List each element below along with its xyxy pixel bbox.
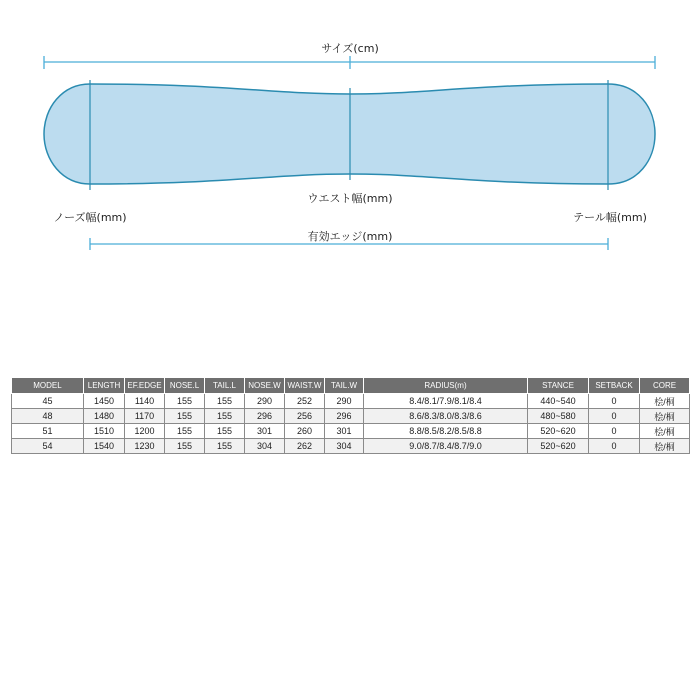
cell-nose-width: 290 [245, 394, 285, 409]
size-dimension-line [44, 56, 655, 69]
cell-waist-width: 252 [285, 394, 325, 409]
spec-table [11, 377, 690, 454]
cell-model: 51 [12, 424, 84, 439]
header-model: MODEL [12, 378, 84, 394]
edge-label: 有効エッジ(mm) [307, 230, 393, 243]
cell-core: 桧/桐 [640, 394, 690, 409]
cell-ef-edge: 1140 [125, 394, 165, 409]
cell-tail-length: 155 [205, 409, 245, 424]
cell-tail-length: 155 [205, 439, 245, 454]
cell-waist-width: 260 [285, 424, 325, 439]
nose-label: ノーズ幅(mm) [53, 211, 127, 224]
cell-model: 54 [12, 439, 84, 454]
cell-ef-edge: 1170 [125, 409, 165, 424]
header-nose-width: NOSE.W [245, 378, 285, 394]
cell-nose-length: 155 [165, 409, 205, 424]
cell-core: 桧/桐 [640, 409, 690, 424]
cell-setback: 0 [589, 439, 640, 454]
cell-stance: 520~620 [528, 439, 589, 454]
cell-waist-width: 262 [285, 439, 325, 454]
cell-setback: 0 [589, 394, 640, 409]
cell-nose-width: 301 [245, 424, 285, 439]
cell-model: 48 [12, 409, 84, 424]
cell-nose-length: 155 [165, 439, 205, 454]
table-header-row [12, 378, 690, 394]
header-waist-width: WAIST.W [285, 378, 325, 394]
cell-model: 45 [12, 394, 84, 409]
cell-length: 1450 [84, 394, 125, 409]
cell-ef-edge: 1200 [125, 424, 165, 439]
cell-core: 桧/桐 [640, 439, 690, 454]
cell-tail-width: 290 [325, 394, 364, 409]
cell-ef-edge: 1230 [125, 439, 165, 454]
cell-stance: 520~620 [528, 424, 589, 439]
cell-radius: 8.4/8.1/7.9/8.1/8.4 [364, 394, 528, 409]
cell-tail-width: 296 [325, 409, 364, 424]
header-nose-length: NOSE.L [165, 378, 205, 394]
header-tail-width: TAIL.W [325, 378, 364, 394]
cell-radius: 9.0/8.7/8.4/8.7/9.0 [364, 439, 528, 454]
cell-tail-width: 304 [325, 439, 364, 454]
cell-radius: 8.6/8.3/8.0/8.3/8.6 [364, 409, 528, 424]
size-label: サイズ(cm) [321, 42, 379, 55]
cell-nose-width: 304 [245, 439, 285, 454]
header-tail-length: TAIL.L [205, 378, 245, 394]
cell-tail-length: 155 [205, 424, 245, 439]
cell-core: 桧/桐 [640, 424, 690, 439]
table-row [12, 439, 690, 454]
cell-length: 1540 [84, 439, 125, 454]
cell-stance: 480~580 [528, 409, 589, 424]
table-row [12, 394, 690, 409]
cell-length: 1510 [84, 424, 125, 439]
cell-nose-width: 296 [245, 409, 285, 424]
cell-radius: 8.8/8.5/8.2/8.5/8.8 [364, 424, 528, 439]
header-setback: SETBACK [589, 378, 640, 394]
table-row [12, 424, 690, 439]
cell-stance: 440~540 [528, 394, 589, 409]
snowboard-diagram [0, 0, 700, 300]
cell-tail-length: 155 [205, 394, 245, 409]
cell-length: 1480 [84, 409, 125, 424]
header-core: CORE [640, 378, 690, 394]
tail-label: テール幅(mm) [573, 211, 647, 224]
header-length: LENGTH [84, 378, 125, 394]
header-radius: RADIUS(m) [364, 378, 528, 394]
cell-tail-width: 301 [325, 424, 364, 439]
cell-nose-length: 155 [165, 394, 205, 409]
waist-label: ウエスト幅(mm) [307, 192, 393, 205]
table-row [12, 409, 690, 424]
cell-waist-width: 256 [285, 409, 325, 424]
header-stance: STANCE [528, 378, 589, 394]
cell-setback: 0 [589, 409, 640, 424]
header-ef-edge: EF.EDGE [125, 378, 165, 394]
cell-setback: 0 [589, 424, 640, 439]
cell-nose-length: 155 [165, 424, 205, 439]
